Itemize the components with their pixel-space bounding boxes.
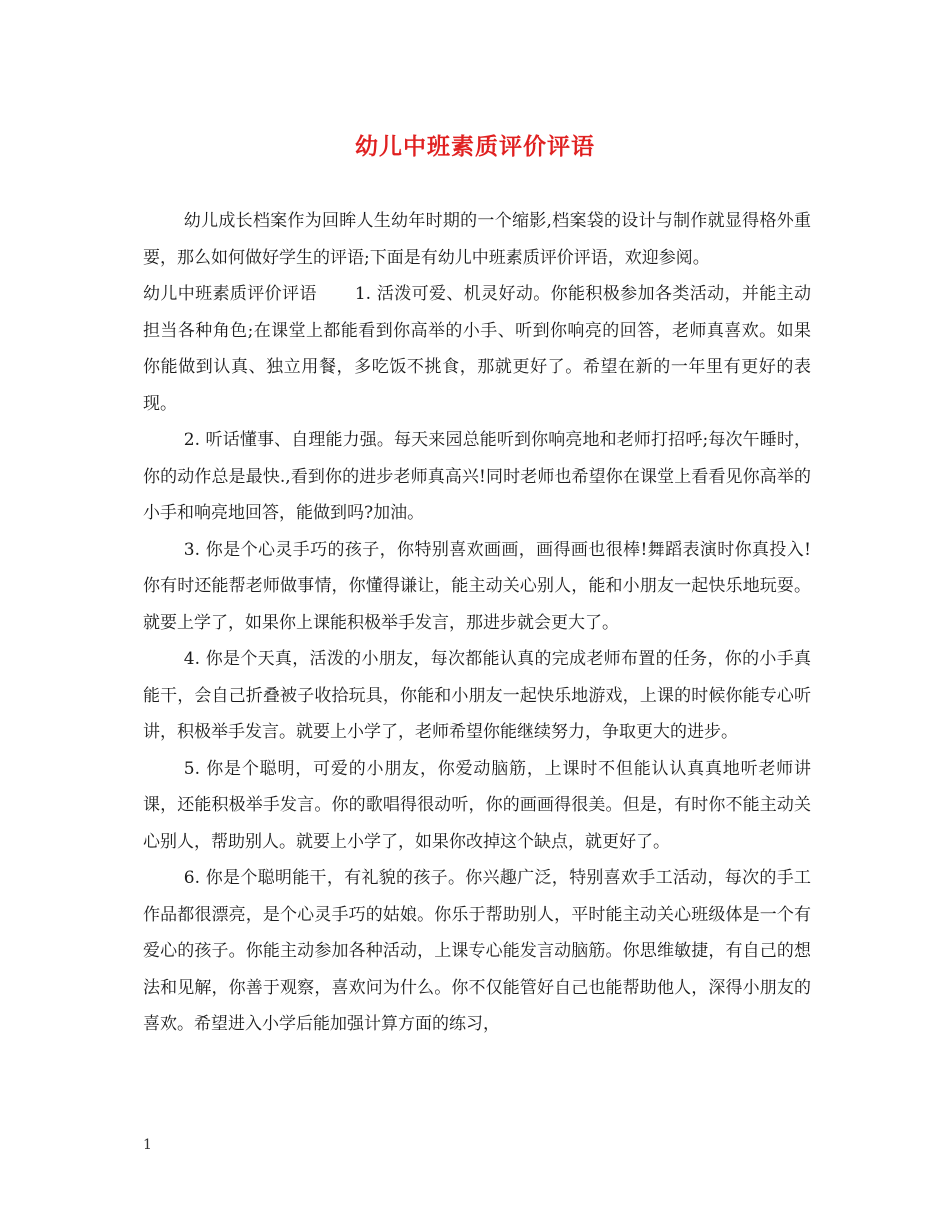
item-text-1: 1. 活泼可爱、机灵好动。你能积极参加各类活动，并能主动担当各种角色;在课堂上都能看到你高举的小手、听到你响亮的回答，老师真喜欢。如果你能做到认真、独立用餐，多吃饭不挑食，那就更好了。希望在新的一年里有更好的表现。 bbox=[143, 284, 812, 414]
document-body bbox=[143, 203, 811, 1043]
page-number: 1 bbox=[143, 1137, 152, 1153]
item-paragraph-1 bbox=[143, 276, 811, 422]
item-paragraph-4: 4. 你是个天真，活泼的小朋友，每次都能认真的完成老师布置的任务，你的小手真能干，会自己折叠被子收拾玩具，你能和小朋友一起快乐地游戏，上课的时候你能专心听讲，积极举手发言。就要上小学了，老师希望你能继续努力，争取更大的进步。 bbox=[143, 649, 811, 742]
item-paragraph-3: 3. 你是个心灵手巧的孩子，你特别喜欢画画，画得画也很棒!舞蹈表演时你真投入!你有时还能帮老师做事情，你懂得谦让，能主动关心别人，能和小朋友一起快乐地玩耍。就要上学了，如果你上课能积极举手发言，那进步就会更大了。 bbox=[143, 539, 811, 633]
intro-paragraph: 幼儿成长档案作为回眸人生幼年时期的一个缩影,档案袋的设计与制作就显得格外重要，那么如何做好学生的评语;下面是有幼儿中班素质评价评语，欢迎参阅。 bbox=[143, 211, 811, 268]
item-paragraph-6: 6. 你是个聪明能干，有礼貌的孩子。你兴趣广泛，特别喜欢手工活动，每次的手工作品都很漂亮，是个心灵手巧的姑娘。你乐于帮助别人，平时能主动关心班级体是一个有爱心的孩子。你能主动参加各种活动，上课专心能发言动脑筋。你思维敏捷，有自己的想法和见解，你善于观察，喜欢问为什么。你不仅能管好自己也能帮助他人，深得小朋友的喜欢。希望进入小学后能加强计算方面的练习， bbox=[143, 868, 811, 1034]
section-heading: 幼儿中班素质评价评语 bbox=[143, 284, 317, 304]
item-paragraph-5: 5. 你是个聪明，可爱的小朋友，你爱动脑筋，上课时不但能认认真真地听老师讲课，还能积极举手发言。你的歌唱得很动听，你的画画得很美。但是，有时你不能主动关心别人，帮助别人。就要上小学了，如果你改掉这个缺点，就更好了。 bbox=[143, 758, 811, 852]
document-title: 幼儿中班素质评价评语 bbox=[355, 133, 595, 160]
item-paragraph-2: 2. 听话懂事、自理能力强。每天来园总能听到你响亮地和老师打招呼;每次午睡时，你的动作总是最快.,看到你的进步老师真高兴!同时老师也希望你在课堂上看看见你高举的小手和响亮地回答，能做到吗?加油。 bbox=[143, 430, 811, 523]
